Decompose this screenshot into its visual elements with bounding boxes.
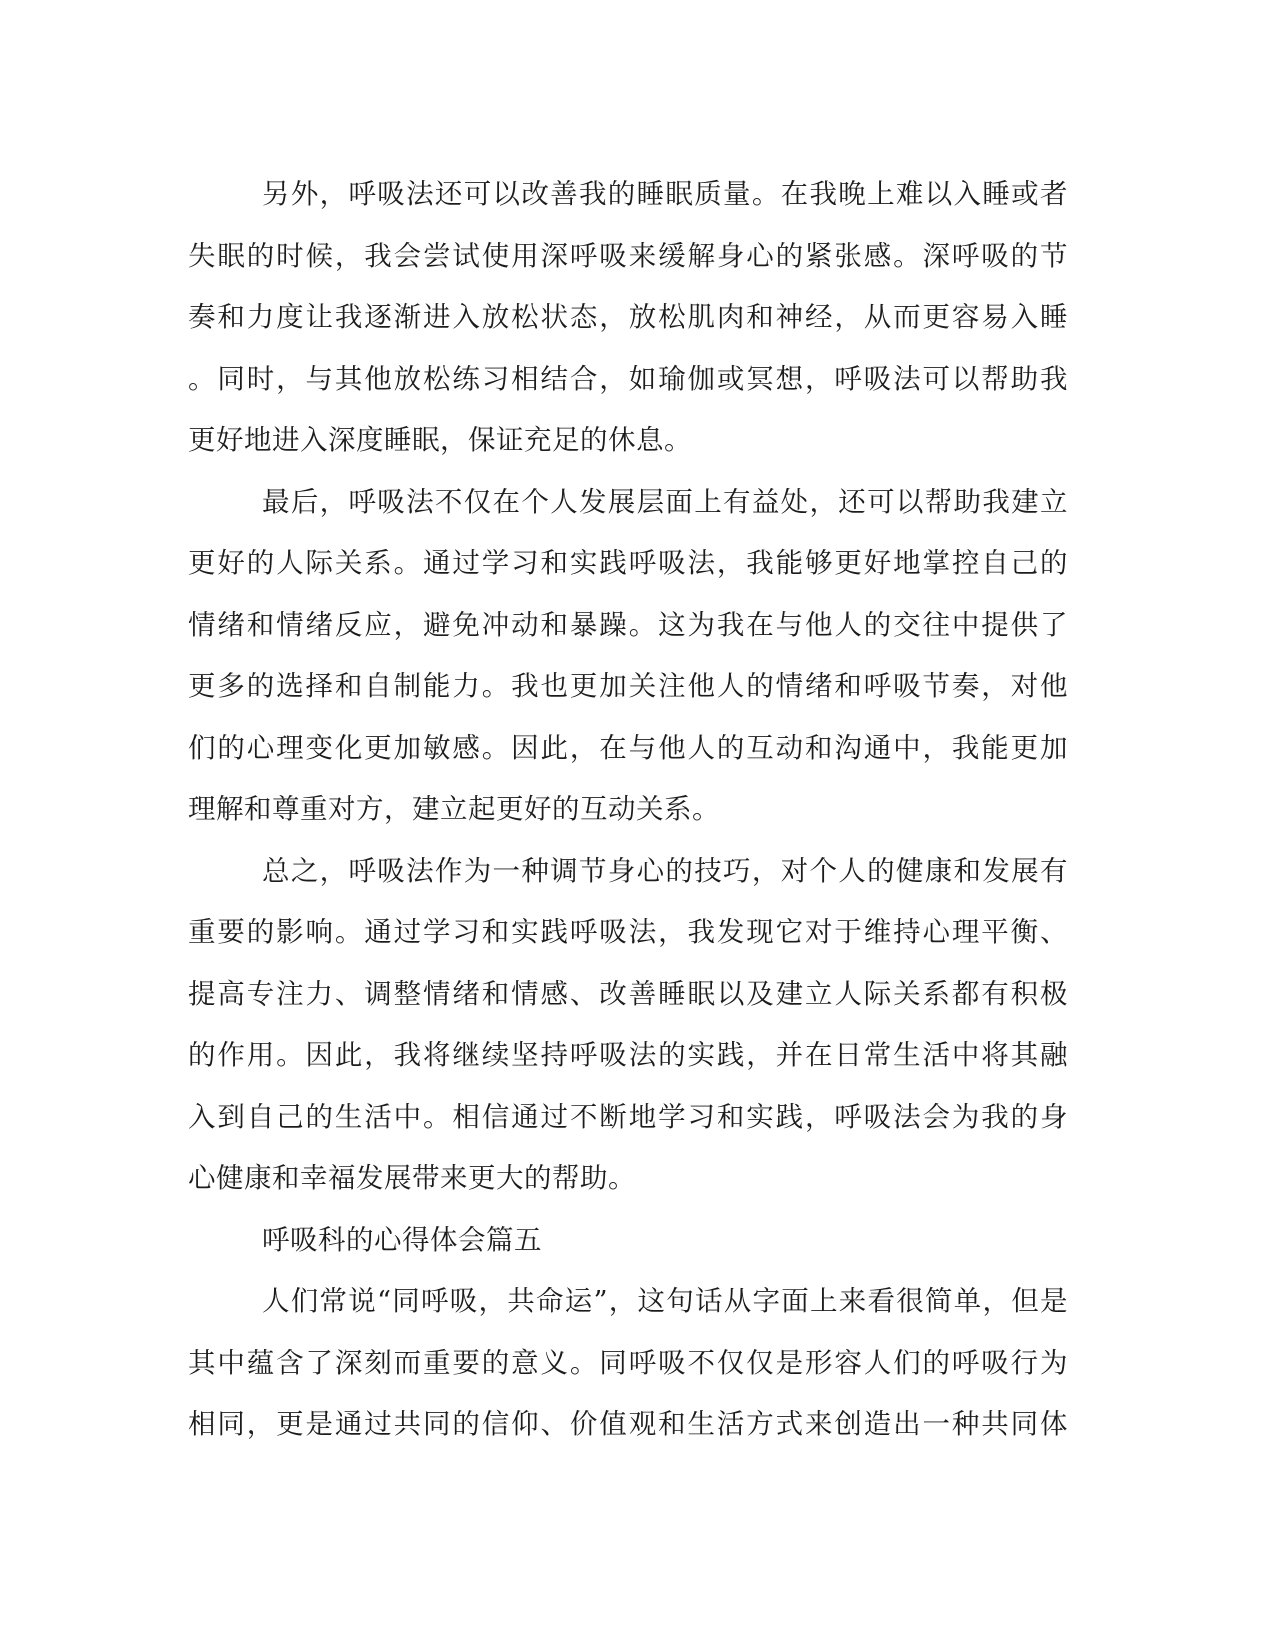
text-line: 入到自己的生活中。相信通过不断地学习和实践，呼吸法会为我的身: [188, 1100, 1068, 1133]
text-line: 的作用。因此，我将继续坚持呼吸法的实践，并在日常生活中将其融: [188, 1039, 1068, 1071]
text-line: 们的心理变化更加敏感。因此，在与他人的互动和沟通中，我能更加: [188, 731, 1068, 764]
text-line: 相同，更是通过共同的信仰、价值观和生活方式来创造出一种共同体: [188, 1408, 1068, 1440]
text-line: 失眠的时候，我会尝试使用深呼吸来缓解身心的紧张感。深呼吸的节: [188, 239, 1068, 272]
text-line: 另外，呼吸法还可以改善我的睡眠质量。在我晚上难以入睡或者: [262, 178, 1068, 210]
text-line: 提高专注力、调整情绪和情感、改善睡眠以及建立人际关系都有积极: [188, 977, 1068, 1010]
text-line: 最后，呼吸法不仅在个人发展层面上有益处，还可以帮助我建立: [262, 485, 1068, 518]
paragraph: [188, 164, 1068, 472]
text-line: 总之，呼吸法作为一种调节身心的技巧，对个人的健康和发展有: [262, 854, 1068, 887]
text-line: 情绪和情绪反应，避免冲动和暴躁。这为我在与他人的交往中提供了: [188, 608, 1068, 641]
text-line: 理解和尊重对方，建立起更好的互动关系。: [188, 793, 720, 825]
text-line: 心健康和幸福发展带来更大的帮助。: [188, 1162, 636, 1194]
paragraph: [188, 841, 1068, 1210]
paragraph: [188, 472, 1068, 841]
document-body: [188, 164, 1068, 1456]
text-line: 更好地进入深度睡眠，保证充足的休息。: [188, 424, 692, 456]
text-line: 重要的影响。通过学习和实践呼吸法，我发现它对于维持心理平衡、: [188, 916, 1068, 948]
section-heading: 呼吸科的心得体会篇五: [262, 1223, 542, 1256]
text-line: 人们常说“同呼吸，共命运”，这句话从字面上来看很简单，但是: [262, 1285, 1068, 1317]
text-line: 更好的人际关系。通过学习和实践呼吸法，我能够更好地掌控自己的: [188, 547, 1068, 579]
text-line: 其中蕴含了深刻而重要的意义。同呼吸不仅仅是形容人们的呼吸行为: [188, 1346, 1068, 1379]
text-line: 更多的选择和自制能力。我也更加关注他人的情绪和呼吸节奏，对他: [188, 670, 1068, 702]
text-line: 。同时，与其他放松练习相结合，如瑜伽或冥想，呼吸法可以帮助我: [188, 362, 1068, 395]
paragraph: [188, 1271, 1068, 1456]
text-line: 奏和力度让我逐渐进入放松状态，放松肌肉和神经，从而更容易入睡: [188, 301, 1068, 333]
